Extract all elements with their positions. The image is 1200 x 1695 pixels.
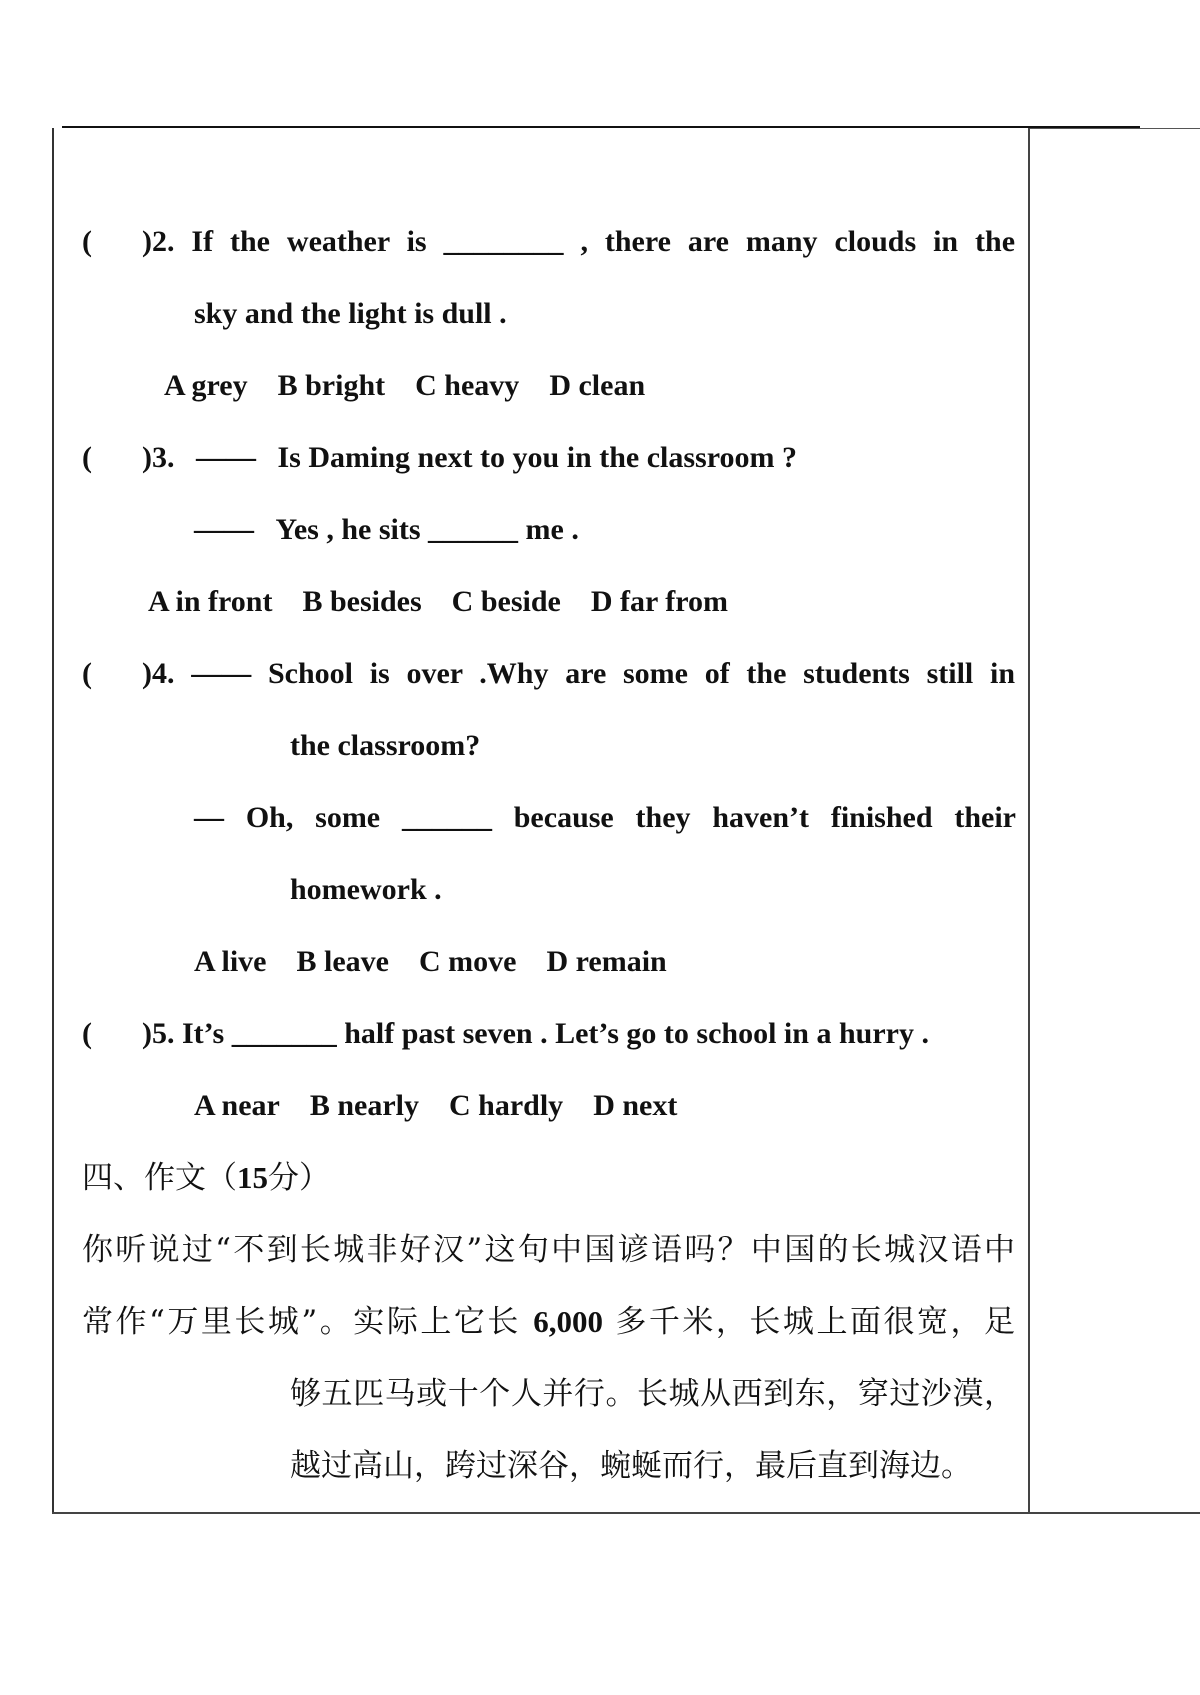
question-5-line-1 bbox=[82, 1014, 929, 1054]
question-number: )5. It’s bbox=[142, 1017, 225, 1050]
margin-column-top-border bbox=[1030, 128, 1200, 129]
question-4-answer-line-2: homework . bbox=[290, 873, 442, 906]
option-c[interactable]: C beside bbox=[451, 585, 561, 618]
option-a[interactable]: A grey bbox=[164, 369, 248, 402]
answer-paren[interactable]: ( bbox=[82, 1017, 92, 1050]
option-c[interactable]: C hardly bbox=[449, 1089, 564, 1122]
question-3-line-1 bbox=[82, 438, 797, 478]
question-4-answer bbox=[194, 798, 1016, 838]
fill-blank[interactable]: _______ bbox=[231, 1017, 337, 1050]
heading-text: 四、作文（ bbox=[82, 1160, 237, 1196]
option-d[interactable]: D remain bbox=[546, 945, 667, 978]
header-rule bbox=[62, 126, 1140, 128]
option-c[interactable]: C heavy bbox=[415, 369, 520, 402]
question-text: Is Daming next to you in the classroom ? bbox=[277, 441, 797, 474]
answer-text: Yes , he sits bbox=[275, 513, 421, 546]
question-3-answer bbox=[194, 510, 579, 550]
question-number: )3. bbox=[142, 441, 175, 474]
option-a[interactable]: A live bbox=[194, 945, 267, 978]
dialogue-dash: —— bbox=[191, 657, 252, 690]
option-d[interactable]: D far from bbox=[590, 585, 729, 618]
option-d[interactable]: D next bbox=[593, 1089, 678, 1122]
question-number: )2. If the weather is bbox=[142, 225, 427, 258]
question-3-options bbox=[148, 582, 758, 622]
prompt-text: 多千米，长城上面很宽，足 bbox=[615, 1304, 1016, 1340]
dialogue-dash: —— bbox=[196, 441, 256, 474]
option-d[interactable]: D clean bbox=[549, 369, 646, 402]
question-number: )4. bbox=[142, 657, 175, 690]
answer-paren[interactable]: ( bbox=[82, 441, 92, 474]
heading-score: 15 bbox=[237, 1160, 268, 1195]
question-5-options bbox=[194, 1086, 707, 1126]
option-c[interactable]: C move bbox=[418, 945, 517, 978]
fill-blank[interactable]: ______ bbox=[428, 513, 519, 546]
question-text: , there are many clouds in the bbox=[580, 225, 1016, 258]
essay-prompt-line-1: 你听说过“不到长城非好汉”这句中国谚语吗？中国的长城汉语中 bbox=[82, 1232, 1015, 1268]
question-2-line-1 bbox=[82, 222, 1015, 262]
question-text: half past seven . Let’s go to school in a hurry . bbox=[344, 1017, 929, 1050]
essay-prompt-line-2 bbox=[82, 1302, 1015, 1342]
dialogue-dash: —— bbox=[194, 513, 254, 546]
frame-left-border bbox=[52, 128, 54, 1513]
essay-prompt-line-4: 越过高山，跨过深谷，蜿蜒而行，最后直到海边。 bbox=[290, 1448, 972, 1484]
heading-text: 分） bbox=[268, 1160, 330, 1196]
essay-prompt-line-3: 够五匹马或十个人并行。长城从西到东，穿过沙漠， bbox=[290, 1376, 1015, 1412]
option-a[interactable]: A near bbox=[194, 1089, 280, 1122]
section-4-heading bbox=[82, 1158, 330, 1198]
option-b[interactable]: B bright bbox=[277, 369, 386, 402]
margin-column-divider bbox=[1028, 128, 1030, 1513]
question-2-line-2: sky and the light is dull . bbox=[194, 297, 507, 330]
prompt-number: 6,000 bbox=[533, 1304, 603, 1339]
answer-paren[interactable]: ( bbox=[82, 657, 92, 690]
question-4-options bbox=[194, 942, 697, 982]
answer-paren[interactable]: ( bbox=[82, 225, 92, 258]
question-4-line-2: the classroom? bbox=[290, 729, 481, 762]
answer-text: because they haven’t finished their bbox=[513, 801, 1016, 834]
fill-blank[interactable]: ________ bbox=[443, 225, 564, 258]
option-b[interactable]: B nearly bbox=[309, 1089, 419, 1122]
question-text: School is over .Why are some of the students still in bbox=[267, 657, 1016, 690]
question-2-options bbox=[164, 366, 675, 406]
option-b[interactable]: B leave bbox=[296, 945, 389, 978]
dialogue-dash: — bbox=[194, 801, 224, 834]
fill-blank[interactable]: ______ bbox=[401, 801, 492, 834]
question-4-line-1 bbox=[82, 654, 1015, 694]
answer-text: Oh, some bbox=[245, 801, 381, 834]
answer-text: me . bbox=[525, 513, 579, 546]
option-b[interactable]: B besides bbox=[302, 585, 422, 618]
prompt-text: 常作“万里长城”。实际上它长 bbox=[82, 1304, 521, 1340]
option-a[interactable]: A in front bbox=[148, 585, 273, 618]
